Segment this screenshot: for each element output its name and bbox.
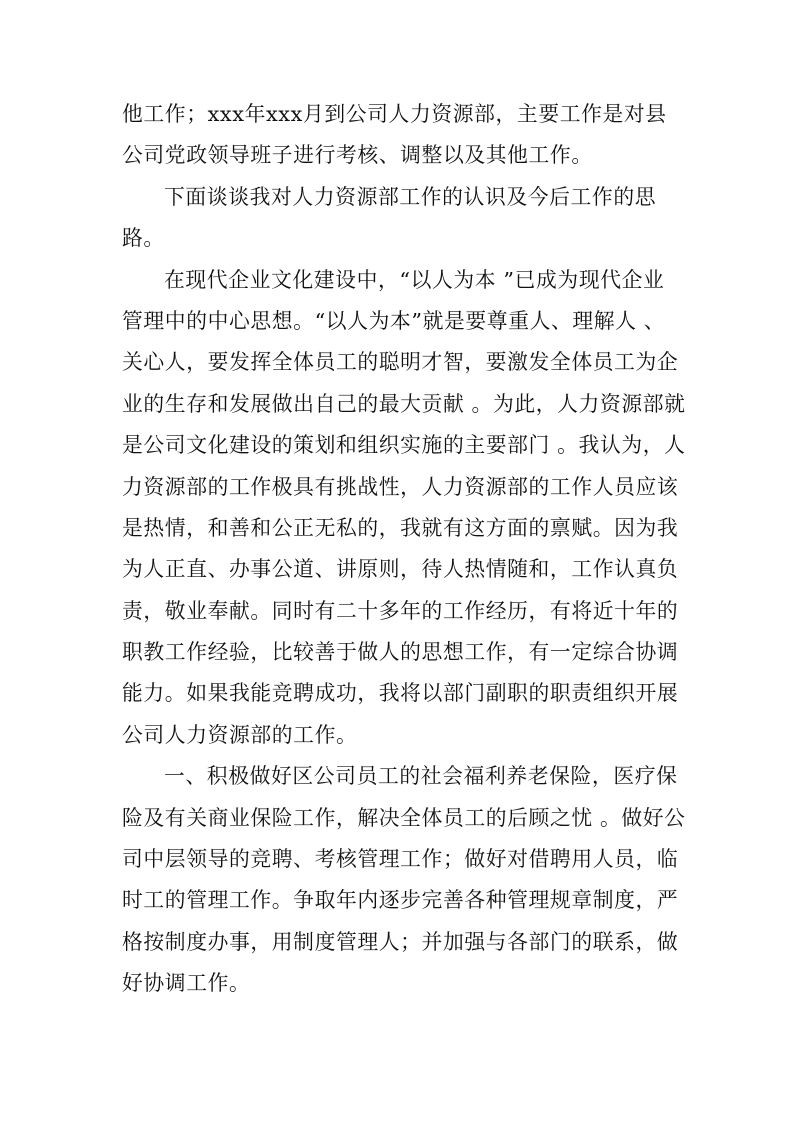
text-line: 力资源部的工作极具有挑战性，人力资源部的工作人员应该 — [122, 474, 679, 499]
body-text — [122, 94, 686, 1005]
text-line: 公司党政领导班子进行考核、调整以及其他工作。 — [122, 143, 593, 168]
text-line: 格按制度办事，用制度管理人；并加强与各部门的联系，做 — [122, 929, 679, 954]
text-line: 关心人，要发挥全体员工的聪明才智，要激发全体员工为企 — [122, 350, 679, 375]
text-line: 为人正直、办事公道、讲原则，待人热情随和，工作认真负 — [122, 557, 679, 582]
text-line: 是公司文化建设的策划和组织实施的主要部门 。我认为，人 — [122, 433, 686, 458]
paragraph-start-line: 在现代企业文化建设中，“以人为本 ”已成为现代企业 — [164, 267, 665, 292]
text-line: 是热情，和善和公正无私的，我就有这方面的禀赋。因为我 — [122, 515, 679, 540]
text-line: 他工作；xxx年xxx月到公司人力资源部，主要工作是对县 — [122, 102, 667, 126]
text-line: 管理中的中心思想。“以人为本”就是要尊重人、理解人 、 — [122, 308, 666, 333]
text-line: 路。 — [122, 226, 165, 251]
text-line: 好协调工作。 — [122, 971, 251, 996]
text-line: 司中层领导的竞聘、考核管理工作；做好对借聘用人员，临 — [122, 847, 679, 872]
text-line: 业的生存和发展做出自己的最大贡献 。为此，人力资源部就 — [122, 391, 686, 416]
text-line: 职教工作经验，比较善于做人的思想工作，有一定综合协调 — [122, 640, 679, 665]
paragraph-start-line: 下面谈谈我对人力资源部工作的认识及今后工作的思 — [164, 184, 657, 209]
text-line: 公司人力资源部的工作。 — [122, 722, 358, 747]
text-line: 险及有关商业保险工作，解决全体员工的后顾之忧 。做好公 — [122, 805, 686, 830]
text-line: 时工的管理工作。争取年内逐步完善各种管理规章制度，严 — [122, 888, 679, 913]
text-line: 责，敬业奉献。同时有二十多年的工作经历，有将近十年的 — [122, 598, 679, 623]
paragraph-start-line: 一、积极做好区公司员工的社会福利养老保险，医疗保 — [164, 764, 678, 789]
text-line: 能力。如果我能竞聘成功，我将以部门副职的职责组织开展 — [122, 681, 679, 706]
